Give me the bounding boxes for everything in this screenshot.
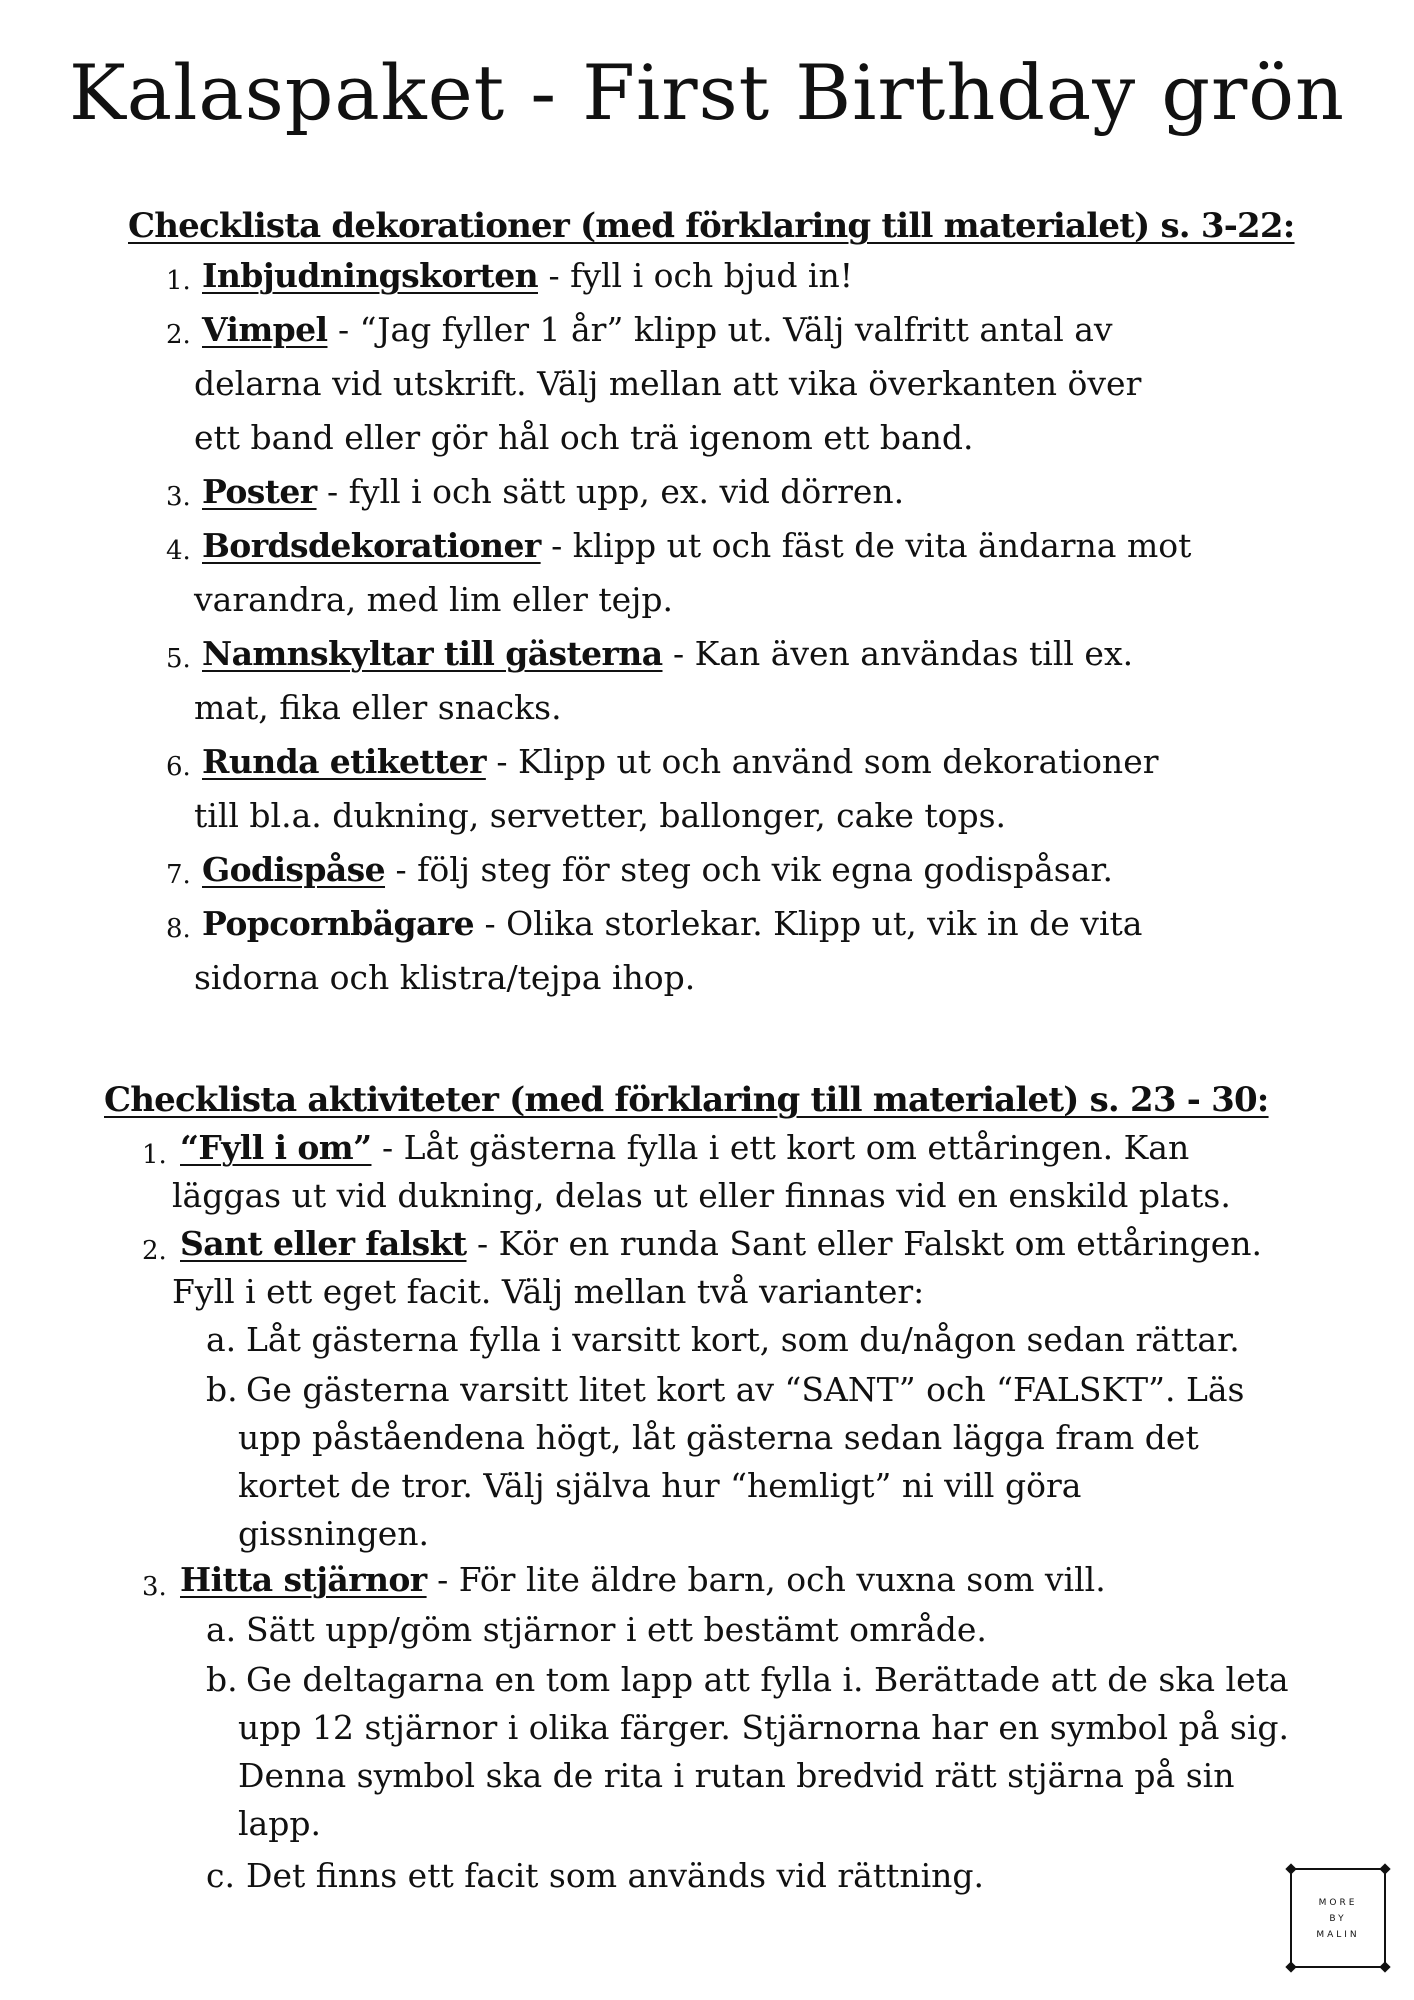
item-term: “Fyll i om” xyxy=(180,1128,372,1167)
item-term: Godispåse xyxy=(202,850,386,889)
item-term: Runda etiketter xyxy=(202,742,486,781)
list-number: 1. xyxy=(166,266,191,296)
sub-item-continuation: gissningen. xyxy=(238,1514,430,1553)
list-item: Sant eller falskt - Kör en runda Sant eller Falskt om ettåringen. xyxy=(180,1224,1262,1263)
list-number: 1. xyxy=(142,1140,167,1170)
list-number: 7. xyxy=(166,860,191,890)
list-item: Inbjudningskorten - fyll i och bjud in! xyxy=(202,256,853,295)
sub-letter: c. xyxy=(206,1856,235,1895)
list-number: 2. xyxy=(142,1236,167,1266)
item-term: Sant eller falskt xyxy=(180,1224,467,1263)
sub-item: Det finns ett facit som används vid rättning. xyxy=(246,1856,984,1895)
list-item: Poster - fyll i och sätt upp, ex. vid dörren. xyxy=(202,472,905,511)
list-item: Popcornbägare - Olika storlekar. Klipp ut, vik in de vita xyxy=(202,904,1143,943)
sub-letter: a. xyxy=(206,1320,237,1359)
sub-item: Ge deltagarna en tom lapp att fylla i. Berättade att de ska leta xyxy=(246,1660,1289,1699)
sub-item: Sätt upp/göm stjärnor i ett bestämt område. xyxy=(246,1610,987,1649)
logo-corner-icon xyxy=(1285,1863,1296,1874)
sub-letter: a. xyxy=(206,1610,237,1649)
item-term: Vimpel xyxy=(202,310,328,349)
list-number: 3. xyxy=(142,1572,167,1602)
list-item: Godispåse - följ steg för steg och vik egna godispåsar. xyxy=(202,850,1114,889)
list-number: 3. xyxy=(166,482,191,512)
list-number: 2. xyxy=(166,320,191,350)
list-item-continuation: Fyll i ett eget facit. Välj mellan två varianter: xyxy=(172,1272,925,1311)
item-term: Popcornbägare xyxy=(202,904,474,943)
item-term: Bordsdekorationer xyxy=(202,526,541,565)
list-item-continuation: sidorna och klistra/tejpa ihop. xyxy=(194,958,696,997)
logo-text: BY xyxy=(1329,1914,1347,1924)
list-number: 8. xyxy=(166,914,191,944)
decorations-heading: Checklista dekorationer (med förklaring till materialet) s. 3-22: xyxy=(128,206,1295,246)
item-term: Inbjudningskorten xyxy=(202,256,538,295)
logo-corner-icon xyxy=(1285,1961,1296,1972)
list-item: Namnskyltar till gästerna - Kan även användas till ex. xyxy=(202,634,1134,673)
logo-text: MALIN xyxy=(1316,1930,1360,1940)
sub-item: Låt gästerna fylla i varsitt kort, som du/någon sedan rättar. xyxy=(246,1320,1240,1359)
list-item-continuation: varandra, med lim eller tejp. xyxy=(194,580,673,619)
item-term: Hitta stjärnor xyxy=(180,1560,427,1599)
logo-text: MORE xyxy=(1318,1898,1358,1908)
list-item: Vimpel - “Jag fyller 1 år” klipp ut. Välj valfritt antal av xyxy=(202,310,1113,349)
sub-item-continuation: upp påståendena högt, låt gästerna sedan lägga fram det xyxy=(238,1418,1199,1457)
sub-item: Ge gästerna varsitt litet kort av “SANT” och “FALSKT”. Läs xyxy=(246,1370,1245,1409)
list-item: Runda etiketter - Klipp ut och använd som dekorationer xyxy=(202,742,1159,781)
list-item-continuation: ett band eller gör hål och trä igenom ett band. xyxy=(194,418,974,457)
list-item-continuation: delarna vid utskrift. Välj mellan att vika överkanten över xyxy=(194,364,1142,403)
sub-item-continuation: upp 12 stjärnor i olika färger. Stjärnorna har en symbol på sig. xyxy=(238,1708,1289,1747)
item-term: Namnskyltar till gästerna xyxy=(202,634,663,673)
brand-logo xyxy=(1290,1868,1386,1968)
list-item-continuation: till bl.a. dukning, servetter, ballonger, cake tops. xyxy=(194,796,1007,835)
list-item: Hitta stjärnor - För lite äldre barn, och vuxna som vill. xyxy=(180,1560,1106,1599)
list-item-continuation: läggas ut vid dukning, delas ut eller finnas vid en enskild plats. xyxy=(172,1176,1231,1215)
sub-letter: b. xyxy=(206,1370,238,1409)
sub-item-continuation: kortet de tror. Välj själva hur “hemligt” ni vill göra xyxy=(238,1466,1082,1505)
list-item: “Fyll i om” - Låt gästerna fylla i ett kort om ettåringen. Kan xyxy=(180,1128,1190,1167)
page-title: Kalaspaket - First Birthday grön xyxy=(68,48,1346,137)
item-term: Poster xyxy=(202,472,317,511)
sub-letter: b. xyxy=(206,1660,238,1699)
list-item-continuation: mat, fika eller snacks. xyxy=(194,688,562,727)
list-item: Bordsdekorationer - klipp ut och fäst de vita ändarna mot xyxy=(202,526,1192,565)
list-number: 4. xyxy=(166,536,191,566)
logo-corner-icon xyxy=(1379,1863,1390,1874)
sub-item-continuation: Denna symbol ska de rita i rutan bredvid rätt stjärna på sin xyxy=(238,1756,1235,1795)
activities-heading: Checklista aktiviteter (med förklaring till materialet) s. 23 - 30: xyxy=(104,1080,1269,1120)
logo-corner-icon xyxy=(1379,1961,1390,1972)
list-number: 5. xyxy=(166,644,191,674)
sub-item-continuation: lapp. xyxy=(238,1804,321,1843)
list-number: 6. xyxy=(166,752,191,782)
